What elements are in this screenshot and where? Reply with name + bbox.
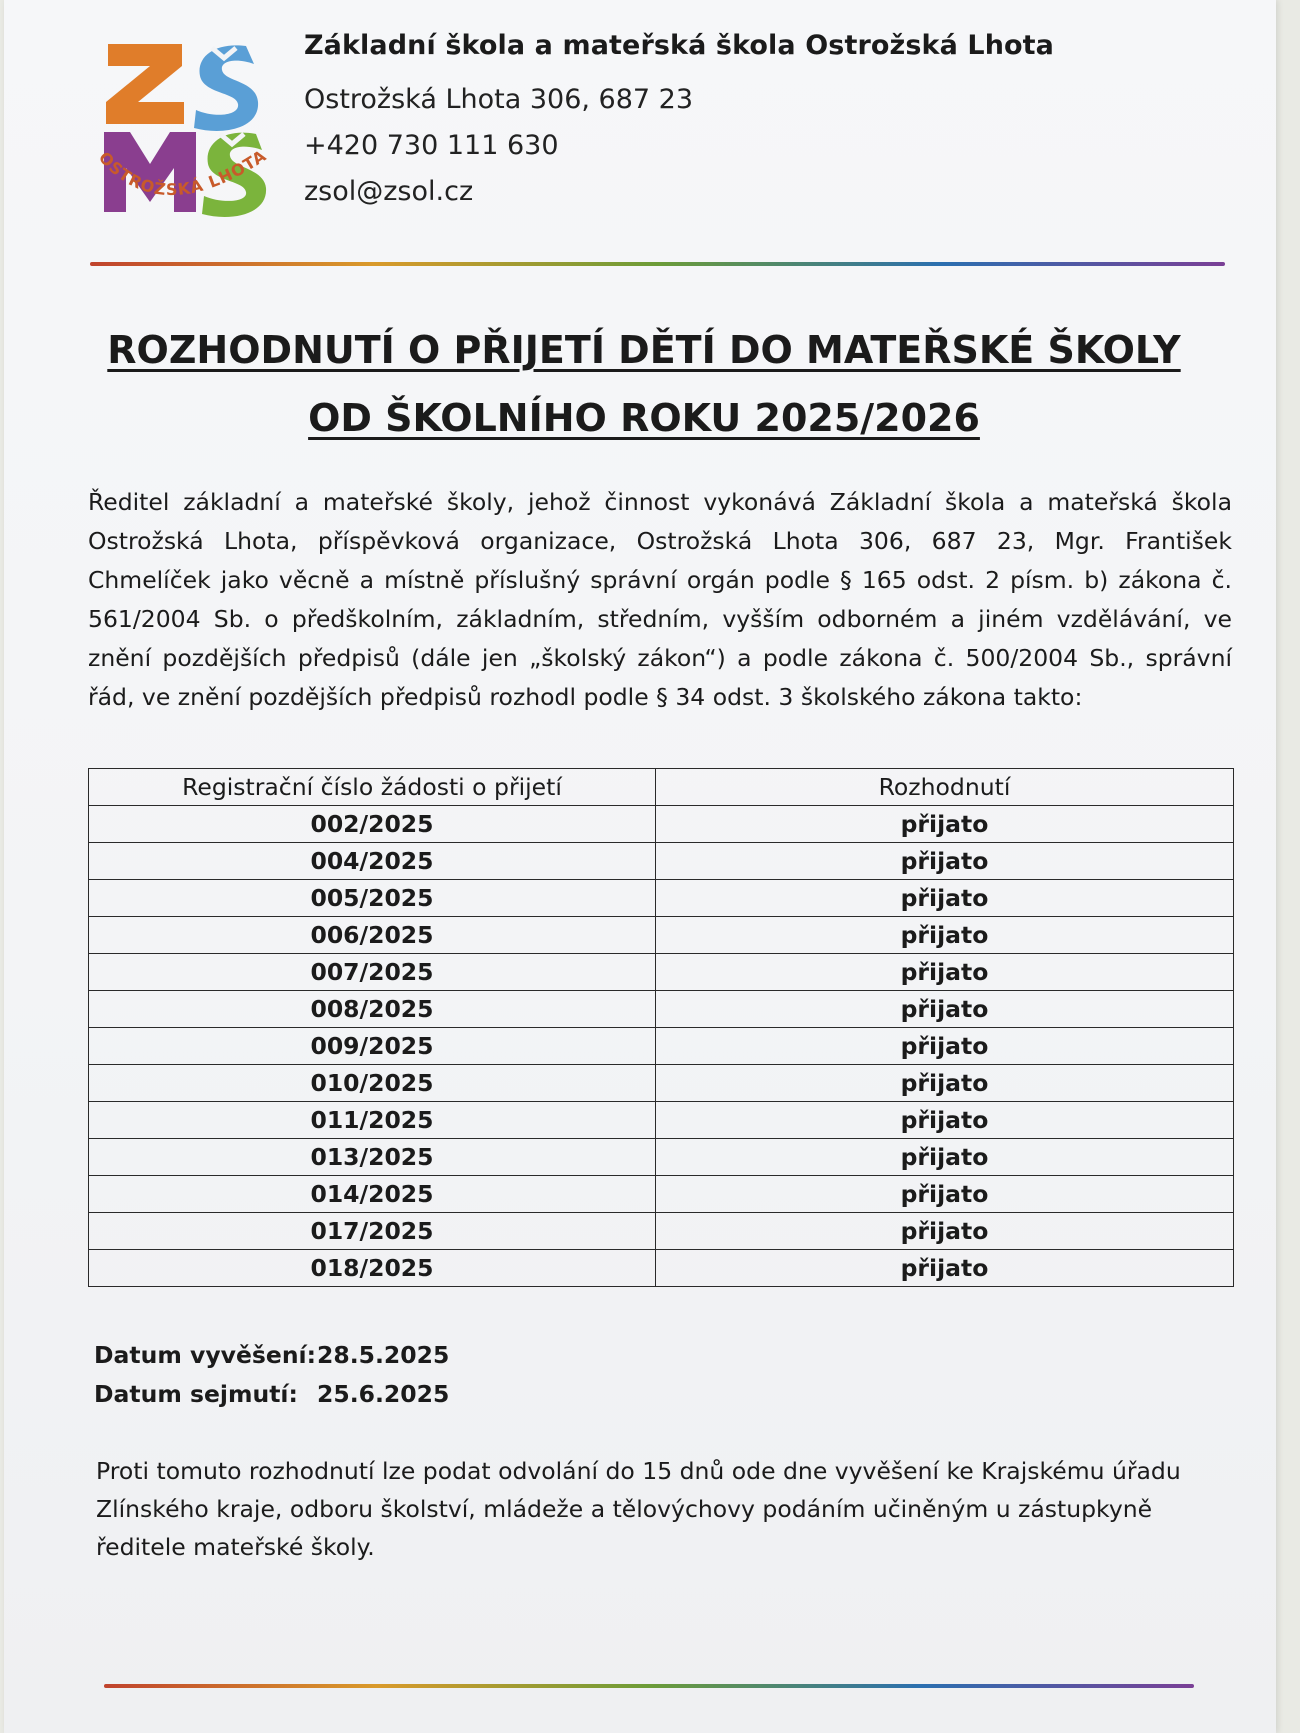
decision-cell: přijato — [656, 880, 1234, 917]
table-row — [89, 806, 1234, 843]
table-row — [89, 1213, 1234, 1250]
decision-cell: přijato — [656, 1213, 1234, 1250]
registration-number-cell: 017/2025 — [89, 1213, 656, 1250]
document-page — [4, 0, 1276, 1733]
school-address: Ostrožská Lhota 306, 687 23 — [304, 84, 694, 115]
registration-number-cell: 005/2025 — [89, 880, 656, 917]
posted-date-value: 28.5.2025 — [317, 1341, 450, 1369]
table-row — [89, 954, 1234, 991]
table-row — [89, 1028, 1234, 1065]
table-row — [89, 843, 1234, 880]
registration-number-cell: 009/2025 — [89, 1028, 656, 1065]
decision-cell: přijato — [656, 843, 1234, 880]
decision-cell: přijato — [656, 1028, 1234, 1065]
table-row — [89, 991, 1234, 1028]
decision-cell: přijato — [656, 991, 1234, 1028]
registration-number-cell: 004/2025 — [89, 843, 656, 880]
svg-text:OSTROŽSKÁ LHOTA: OSTROŽSKÁ LHOTA — [94, 145, 270, 200]
removed-date-label: Datum sejmutí: — [94, 1380, 298, 1408]
school-email: zsol@zsol.cz — [304, 176, 474, 207]
logo-arc-text — [90, 140, 290, 240]
document-title-line1: ROZHODNUTÍ O PŘIJETÍ DĚTÍ DO MATEŘSKÉ ŠKOLY — [107, 328, 1181, 372]
intro-paragraph: Ředitel základní a mateřské školy, jehož činnost vykonává Základní škola a mateřská škola Ostrožská Lhota, příspěvková organizace, Ostrožská Lhota 306, 687 23, Mgr. František Chmelíček jako věcně a místně příslušný správní orgán podle § 165 odst. 2 písm. b) zákona č. 561/2004 Sb. o předškolním, základním, středním, vyšším odborném a jiném vzdělávání, ve znění pozdějších předpisů (dále jen „školský zákon“) a podle zákona č. 500/2004 Sb., správní řád, ve znění pozdějších předpisů rozhodl podle § 34 odst. 3 školského zákona takto: — [88, 488, 1232, 711]
registration-number-cell: 010/2025 — [89, 1065, 656, 1102]
school-name: Základní škola a mateřská škola Ostrožská Lhota — [304, 30, 1054, 61]
header-divider — [90, 262, 1225, 266]
posted-date-label: Datum vyvěšení: — [94, 1341, 316, 1369]
appeal-paragraph: Proti tomuto rozhodnutí lze podat odvolání do 15 dnů ode dne vyvěšení ke Krajskému úřadu Zlínského kraje, odboru školství, mládeže a tělovýchovy podáním učiněným u zástupkyně ředitele mateřské školy. — [96, 1457, 1181, 1561]
decision-cell: přijato — [656, 806, 1234, 843]
table-header-row — [89, 769, 1234, 806]
decision-cell: přijato — [656, 954, 1234, 991]
table-row — [89, 1250, 1234, 1287]
document-title-line2: OD ŠKOLNÍHO ROKU 2025/2026 — [308, 396, 980, 440]
posted-date-row — [94, 1336, 449, 1375]
registration-number-cell: 018/2025 — [89, 1250, 656, 1287]
table-row — [89, 880, 1234, 917]
decision-cell: přijato — [656, 1176, 1234, 1213]
registration-number-cell: 006/2025 — [89, 917, 656, 954]
table-row — [89, 1139, 1234, 1176]
registration-number-cell: 014/2025 — [89, 1176, 656, 1213]
registration-number-cell: 002/2025 — [89, 806, 656, 843]
table-row — [89, 1176, 1234, 1213]
registration-number-cell: 013/2025 — [89, 1139, 656, 1176]
decision-cell: přijato — [656, 917, 1234, 954]
footer-divider — [104, 1684, 1194, 1688]
school-phone: +420 730 111 630 — [304, 130, 559, 161]
removed-date-row — [94, 1375, 449, 1414]
removed-date-value: 25.6.2025 — [317, 1380, 450, 1408]
decision-cell: přijato — [656, 1065, 1234, 1102]
decision-cell: přijato — [656, 1250, 1234, 1287]
dates-block — [94, 1336, 449, 1414]
registration-number-cell: 011/2025 — [89, 1102, 656, 1139]
table-row — [89, 1102, 1234, 1139]
table-row — [89, 917, 1234, 954]
decisions-table — [88, 768, 1234, 1287]
column-header-registration: Registrační číslo žádosti o přijetí — [89, 769, 656, 806]
registration-number-cell: 008/2025 — [89, 991, 656, 1028]
registration-number-cell: 007/2025 — [89, 954, 656, 991]
decision-cell: přijato — [656, 1139, 1234, 1176]
decision-cell: přijato — [656, 1102, 1234, 1139]
column-header-decision: Rozhodnutí — [656, 769, 1234, 806]
table-row — [89, 1065, 1234, 1102]
